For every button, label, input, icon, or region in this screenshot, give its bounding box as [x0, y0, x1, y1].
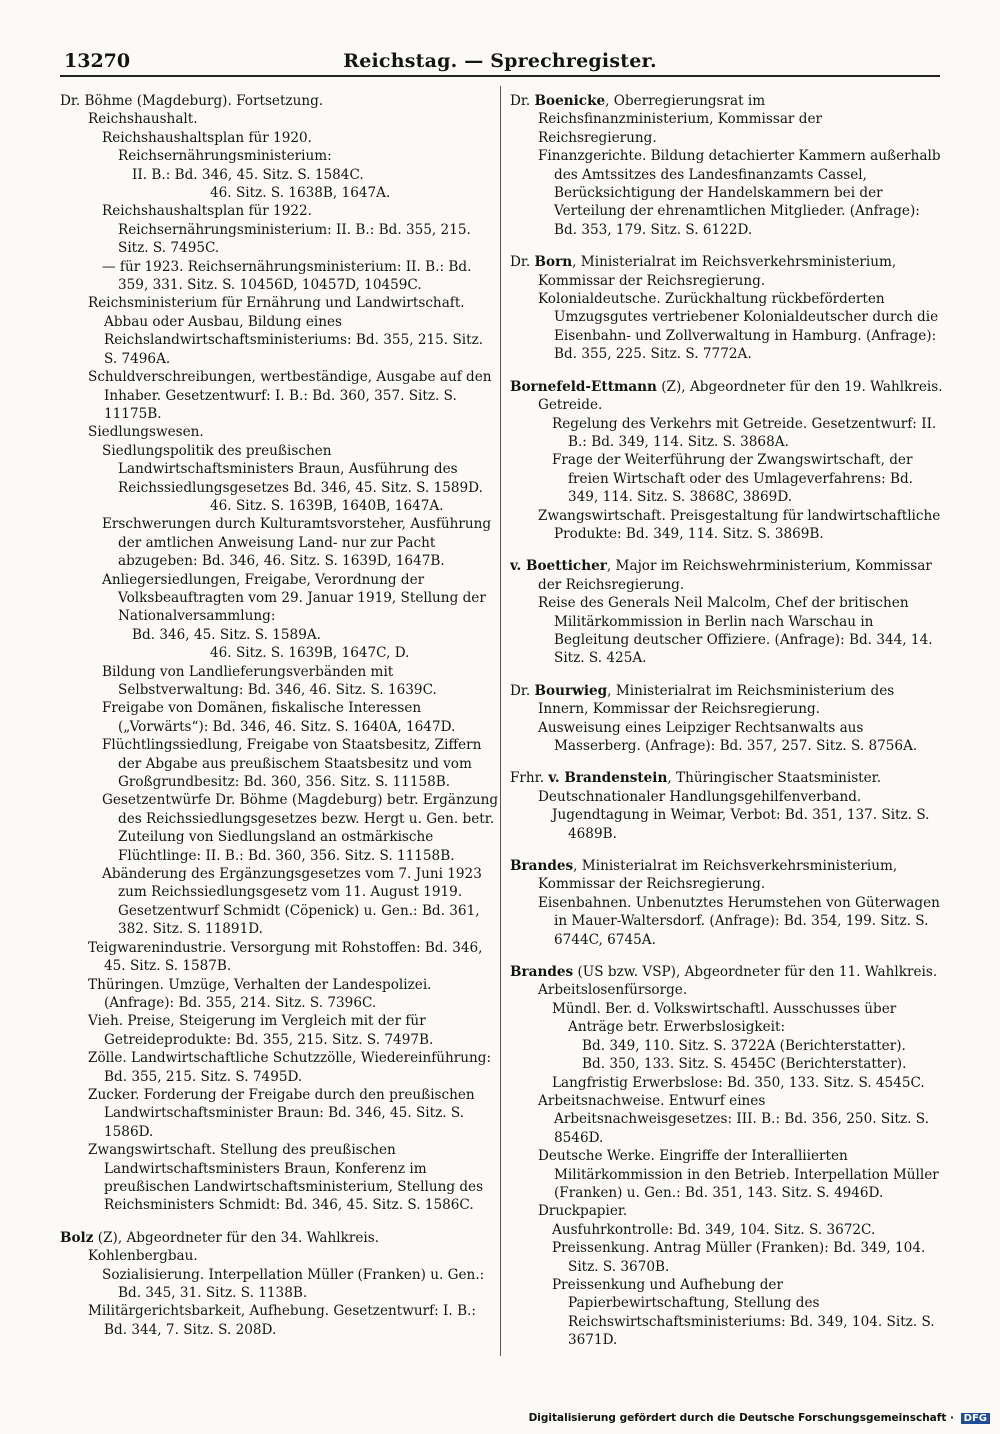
entry-boehme — [60, 92, 500, 1215]
item: Bildung von Landlieferungsverbänden mit Selbstverwaltung: Bd. 346, 46. Sitz. S. 1639C. — [102, 663, 437, 698]
subject: Zwangswirtschaft. Preisgestaltung für landwirtschaftliche Produkte: Bd. 349, 114. Sitz. S. 3869B. — [538, 507, 941, 542]
item: — für 1923. Reichsernährungsministerium: II. B.: Bd. 359, 331. Sitz. S. 10456D, 10457D, 10459C. — [102, 258, 472, 294]
entry-heading — [510, 557, 944, 594]
header-rule — [60, 75, 940, 77]
entry-heading — [510, 682, 944, 719]
footer-credit: Digitalisierung gefördert durch die Deutsche Forschungsgemeinschaft · DFG — [529, 1412, 990, 1424]
speaker-description: (Z), Abgeordneter für den 34. Wahlkreis. — [93, 1229, 380, 1246]
entry-heading — [510, 92, 944, 147]
entry-brandes-abgeordneter — [510, 963, 944, 1350]
subject: Ausweisung eines Leipziger Rechtsanwalts aus Masserberg. (Anfrage): Bd. 357, 257. Sitz. S. 8756A. — [538, 719, 918, 754]
subject: Eisenbahnen. Unbenutztes Herumstehen von Güterwagen in Mauer-Waltersdorf. (Anfrage): Bd. 354, 199. Sitz. S. 6744C, 6745A. — [538, 894, 940, 948]
entry-born — [510, 253, 944, 363]
reference: Bd. 349, 110. Sitz. S. 3722A (Berichterstatter). — [582, 1037, 906, 1054]
entry-heading — [60, 1229, 500, 1247]
subject: Arbeitsnachweise. Entwurf eines Arbeitsnachweisgesetzes: III. B.: Bd. 356, 250. Sitz. S. 8546D. — [538, 1092, 929, 1146]
reference: II. B.: Bd. 346, 45. Sitz. S. 1584C. — [132, 166, 364, 183]
speaker-name: Boenicke — [534, 93, 606, 109]
subject: Zwangswirtschaft. Stellung des preußischen Landwirtschaftsministers Braun, Konferenz im preußischen Landwirtschaftsministerium, Stellung des Reichsministers Schmidt: Bd. 346, 45. Sitz. S. 1586C. — [88, 1142, 484, 1214]
speaker-name: v. Boetticher — [510, 558, 607, 575]
subject: Vieh. Preise, Steigerung im Vergleich mit der für Getreideprodukte: Bd. 355, 215. Sitz. S. 7497B. — [88, 1013, 434, 1048]
speaker-name: Born — [534, 254, 573, 271]
speaker-title: Dr. — [510, 254, 535, 271]
entry-bolz — [60, 1229, 500, 1339]
entry-heading — [510, 253, 944, 290]
subject: Deutsche Werke. Eingriffe der Interalliierten Militärkommission in den Betrieb. Interpellation Müller (Franken) u. Gen.: Bd. 351, 143. Sitz. S. 4946D. — [538, 1148, 939, 1201]
item: Erschwerungen durch Kulturamtsvorsteher, Ausführung der amtlichen Anweisung Land- nur zur Pacht abzugeben: Bd. 346, 46. Sitz. S. 1639D, 1647B. — [102, 516, 492, 570]
reference: Bd. 346, 45. Sitz. S. 1589A. — [132, 626, 321, 643]
entry-heading — [510, 378, 944, 396]
item: Mündl. Ber. d. Volkswirtschaftl. Ausschusses über Anträge betr. Erwerbslosigkeit: — [552, 1000, 897, 1036]
item: Abänderung des Ergänzungsgesetzes vom 7. Juni 1923 zum Reichssiedlungsgesetz vom 11. August 1919. Gesetzentwurf Schmidt (Cöpenick) u. Gen.: Bd. 361, 382. Sitz. S. 11891D. — [102, 866, 482, 938]
subject: Zölle. Landwirtschaftliche Schutzzölle, Wiedereinführung: Bd. 355, 215. Sitz. S. 7495D. — [88, 1050, 492, 1085]
item: Sozialisierung. Interpellation Müller (Franken) u. Gen.: Bd. 345, 31. Sitz. S. 1138B. — [102, 1266, 485, 1301]
subject: Getreide. — [538, 397, 603, 414]
item: Preissenkung und Aufhebung der Papierbewirtschaftung, Stellung des Reichswirtschaftsministeriums: Bd. 349, 104. Sitz. S. 3671D. — [552, 1276, 935, 1349]
reference: 46. Sitz. S. 1638B, 1647A. — [210, 185, 391, 202]
subject: Reichsministerium für Ernährung und Landwirtschaft. Abbau oder Ausbau, Bildung eines Reichslandwirtschaftsministeriums: Bd. 355, 215. Sitz. S. 7496A. — [88, 295, 484, 367]
item: Langfristig Erwerbslose: Bd. 350, 133. Sitz. S. 4545C. — [552, 1074, 925, 1091]
entry-heading — [510, 963, 944, 981]
item: Anliegersiedlungen, Freigabe, Verordnung der Volksbeauftragten vom 29. Januar 1919, Stellung der Nationalversammlung: — [102, 571, 486, 625]
speaker-name: Brandes — [510, 964, 574, 981]
speaker-title: Dr. — [510, 93, 535, 109]
right-column — [510, 92, 944, 1362]
entry-bornefeld-ettmann — [510, 378, 944, 544]
speaker-description: (Z), Abgeordneter für den 19. Wahlkreis. — [656, 378, 943, 395]
subject: Thüringen. Umzüge, Verhalten der Landespolizei. (Anfrage): Bd. 355, 214. Sitz. S. 7396C. — [88, 976, 432, 1011]
reference: Bd. 350, 133. Sitz. S. 4545C (Berichterstatter). — [582, 1056, 907, 1073]
item: Flüchtlingssiedlung, Freigabe von Staatsbesitz, Ziffern der Abgabe aus preußischem Staatsbesitz und vom Großgrundbesitz: Bd. 360, 356. Sitz. S. 11158B. — [102, 737, 482, 791]
subject: Militärgerichtsbarkeit, Aufhebung. Gesetzentwurf: I. B.: Bd. 344, 7. Sitz. S. 208D. — [88, 1303, 476, 1338]
item: Freigabe von Domänen, fiskalische Interessen („Vorwärts“): Bd. 346, 46. Sitz. S. 1640A, 1647D. — [102, 700, 456, 735]
speaker-title: Frhr. — [510, 770, 549, 787]
subject: Zucker. Forderung der Freigabe durch den preußischen Landwirtschaftsminister Braun: Bd. 346, 45. Sitz. S. 1586D. — [88, 1086, 475, 1140]
subject: Kohlenbergbau. — [88, 1248, 198, 1265]
speaker-name: Bourwieg — [534, 682, 608, 699]
page-number: 13270 — [64, 50, 131, 72]
subject: Reichshaushalt. — [88, 111, 198, 128]
item: Reichshaushaltsplan für 1922. Reichsernährungsministerium: II. B.: Bd. 355, 215. Sitz. S. 7495C. — [102, 203, 471, 257]
subject: Schuldverschreibungen, wertbeständige, Ausgabe auf den Inhaber. Gesetzentwurf: I. B.: Bd. 360, 357. Sitz. S. 11175B. — [88, 369, 492, 422]
item: Preissenkung. Antrag Müller (Franken): Bd. 349, 104. Sitz. S. 3670B. — [552, 1240, 926, 1275]
item: Siedlungspolitik des preußischen Landwirtschaftsministers Braun, Ausführung des Reichssiedlungsgesetzes Bd. 346, 45. Sitz. S. 1589D. — [102, 442, 483, 496]
subject: Reise des Generals Neil Malcolm, Chef der britischen Militärkommission in Berlin nach Warschau in Begleitung deutscher Offiziere. (Anfrage): Bd. 344, 14. Sitz. S. 425A. — [538, 595, 933, 667]
speaker-description: , Oberregierungsrat im Reichsfinanzministerium, Kommissar der Reichsregierung. — [538, 93, 822, 146]
subject: Teigwarenindustrie. Versorgung mit Rohstoffen: Bd. 346, 45. Sitz. S. 1587B. — [88, 939, 483, 975]
speaker-description: , Thüringischer Staatsminister. — [667, 770, 882, 787]
item: Frage der Weiterführung der Zwangswirtschaft, der freien Wirtschaft oder des Umlageverfahrens: Bd. 349, 114. Sitz. S. 3868C, 3869D. — [552, 452, 913, 506]
entry-bourwieg — [510, 682, 944, 756]
subject: Siedlungswesen. — [88, 424, 204, 441]
column-divider — [500, 86, 501, 1356]
reference: 46. Sitz. S. 1639B, 1640B, 1647A. — [210, 497, 444, 514]
entry-heading: Dr. Böhme (Magdeburg). Fortsetzung. — [60, 93, 324, 109]
speaker-description: , Ministerialrat im Reichsverkehrsministerium, Kommissar der Reichsregierung. — [538, 254, 897, 289]
entry-boenicke — [510, 92, 944, 239]
speaker-description: , Major im Reichswehrministerium, Kommissar der Reichsregierung. — [538, 558, 932, 593]
subject: Arbeitslosenfürsorge. — [538, 982, 688, 999]
item: Jugendtagung in Weimar, Verbot: Bd. 351, 137. Sitz. S. 4689B. — [552, 807, 930, 842]
speaker-description: , Ministerialrat im Reichsverkehrsministerium, Kommissar der Reichsregierung. — [538, 858, 898, 893]
subject: Deutschnationaler Handlungsgehilfenverband. — [538, 788, 862, 805]
speaker-name: Brandes — [510, 858, 574, 875]
dfg-logo: DFG — [961, 1413, 990, 1424]
footer-text: Digitalisierung gefördert durch die Deutsche Forschungsgemeinschaft — [528, 1412, 947, 1424]
subject: Kolonialdeutsche. Zurückhaltung rückbeförderten Umzugsgutes vertriebener Kolonialdeutscher durch die Eisenbahn- und Zollverwaltung in Hamburg. (Anfrage): Bd. 355, 225. Sitz. S. 7772A. — [538, 291, 939, 363]
entry-brandenstein — [510, 769, 944, 843]
speaker-description: (US bzw. VSP), Abgeordneter für den 11. Wahlkreis. — [573, 964, 938, 981]
entry-heading — [510, 857, 944, 894]
speaker-name: Bornefeld-Ettmann — [510, 378, 657, 395]
page-header: Reichstag. — Sprechregister. — [343, 50, 657, 72]
speaker-description: , Ministerialrat im Reichsministerium des Innern, Kommissar der Reichsregierung. — [538, 682, 895, 718]
item: Regelung des Verkehrs mit Getreide. Gesetzentwurf: II. B.: Bd. 349, 114. Sitz. S. 3868A. — [552, 415, 937, 450]
entry-brandes-ministerialrat — [510, 857, 944, 949]
left-column — [60, 92, 500, 1362]
subject: Finanzgerichte. Bildung detachierter Kammern außerhalb des Amtssitzes des Landesfinanzamts Cassel, Berücksichtigung der Handelskammern bei der Verteilung der ehrenamtlichen Mitglieder. (Anfrage): Bd. 353, 179. Sitz. S. 6122D. — [538, 148, 941, 238]
item: Gesetzentwürfe Dr. Böhme (Magdeburg) betr. Ergänzung des Reichssiedlungsgesetzes bezw. Hergt u. Gen. betr. Zuteilung von Siedlungsland an ostmärkische Flüchtlinge: II. B.: Bd. 360, 356. Sitz. S. 11158B. — [102, 792, 499, 864]
speaker-name: v. Brandenstein — [548, 770, 668, 787]
item: Reichshaushaltsplan für 1920. Reichsernährungsministerium: — [102, 129, 332, 165]
reference: 46. Sitz. S. 1639B, 1647C, D. — [210, 645, 410, 662]
speaker-name: Bolz — [60, 1229, 94, 1246]
entry-boetticher — [510, 557, 944, 667]
subject: Druckpapier. — [538, 1203, 628, 1220]
speaker-title: Dr. — [510, 682, 535, 699]
entry-heading — [510, 769, 944, 787]
item: Ausfuhrkontrolle: Bd. 349, 104. Sitz. S. 3672C. — [552, 1221, 876, 1238]
